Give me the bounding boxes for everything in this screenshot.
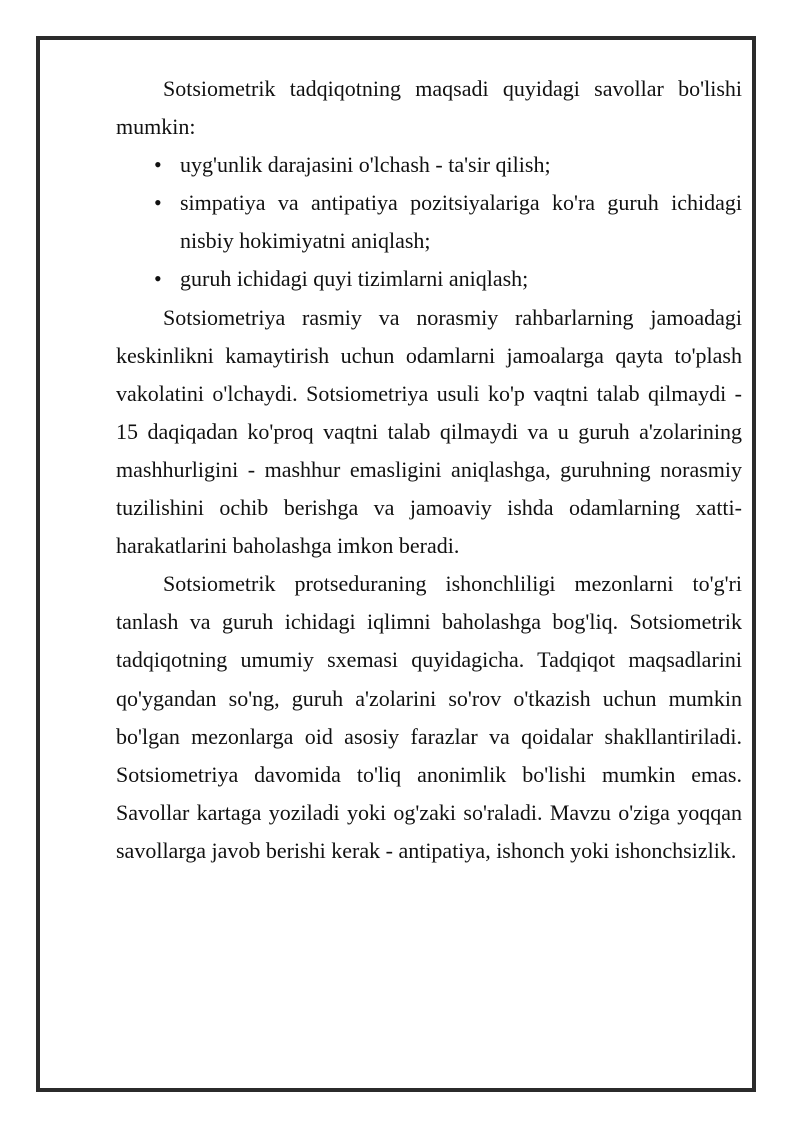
bullet-list	[116, 146, 742, 298]
list-item: • guruh ichidagi quyi tizimlarni aniqlash;	[164, 260, 742, 298]
intro-paragraph: Sotsiometrik tadqiqotning maqsadi quyidagi savollar bo'lishi mumkin:	[116, 76, 742, 140]
body-paragraph: Sotsiometrik protseduraning ishonchliligi mezonlarni to'g'ri tanlash va guruh ichidagi iqlimni baholashga bog'liq. Sotsiometrik tadqiqotning umumiy sxemasi quyidagicha. Tadqiqot maqsadlarini qo'ygandan so'ng, guruh a'zolarini so'rov o'tkazish uchun mumkin bo'lgan mezonlarga oid asosiy farazlar va qoidalar shakllantiriladi. Sotsiometriya davomida to'liq anonimlik bo'lishi mumkin emas. Savollar kartaga yoziladi yoki og'zaki so'raladi. Mavzu o'ziga yoqqan savollarga javob berishi kerak - antipatiya, ishonch yoki ishonchsizlik.	[116, 571, 742, 863]
list-item: • simpatiya va antipatiya pozitsiyalariga ko'ra guruh ichidagi nisbiy hokimiyatni aniqlash;	[164, 184, 742, 260]
body-paragraph: Sotsiometriya rasmiy va norasmiy rahbarlarning jamoadagi keskinlikni kamaytirish uchun odamlarni jamoalarga qayta to'plash vakolatini o'lchaydi. Sotsiometriya usuli ko'p vaqtni talab qilmaydi - 15 daqiqadan ko'proq vaqtni talab qilmaydi va u guruh a'zolarining mashhurligini - mashhur emasligini aniqlashga, guruhning norasmiy tuzilishini ochib berishga va jamoaviy ishda odamlarning xatti-harakatlarini baholashga imkon beradi.	[116, 304, 742, 559]
list-item: • uyg'unlik darajasini o'lchash - ta'sir qilish;	[164, 146, 742, 184]
document-body	[116, 70, 742, 870]
